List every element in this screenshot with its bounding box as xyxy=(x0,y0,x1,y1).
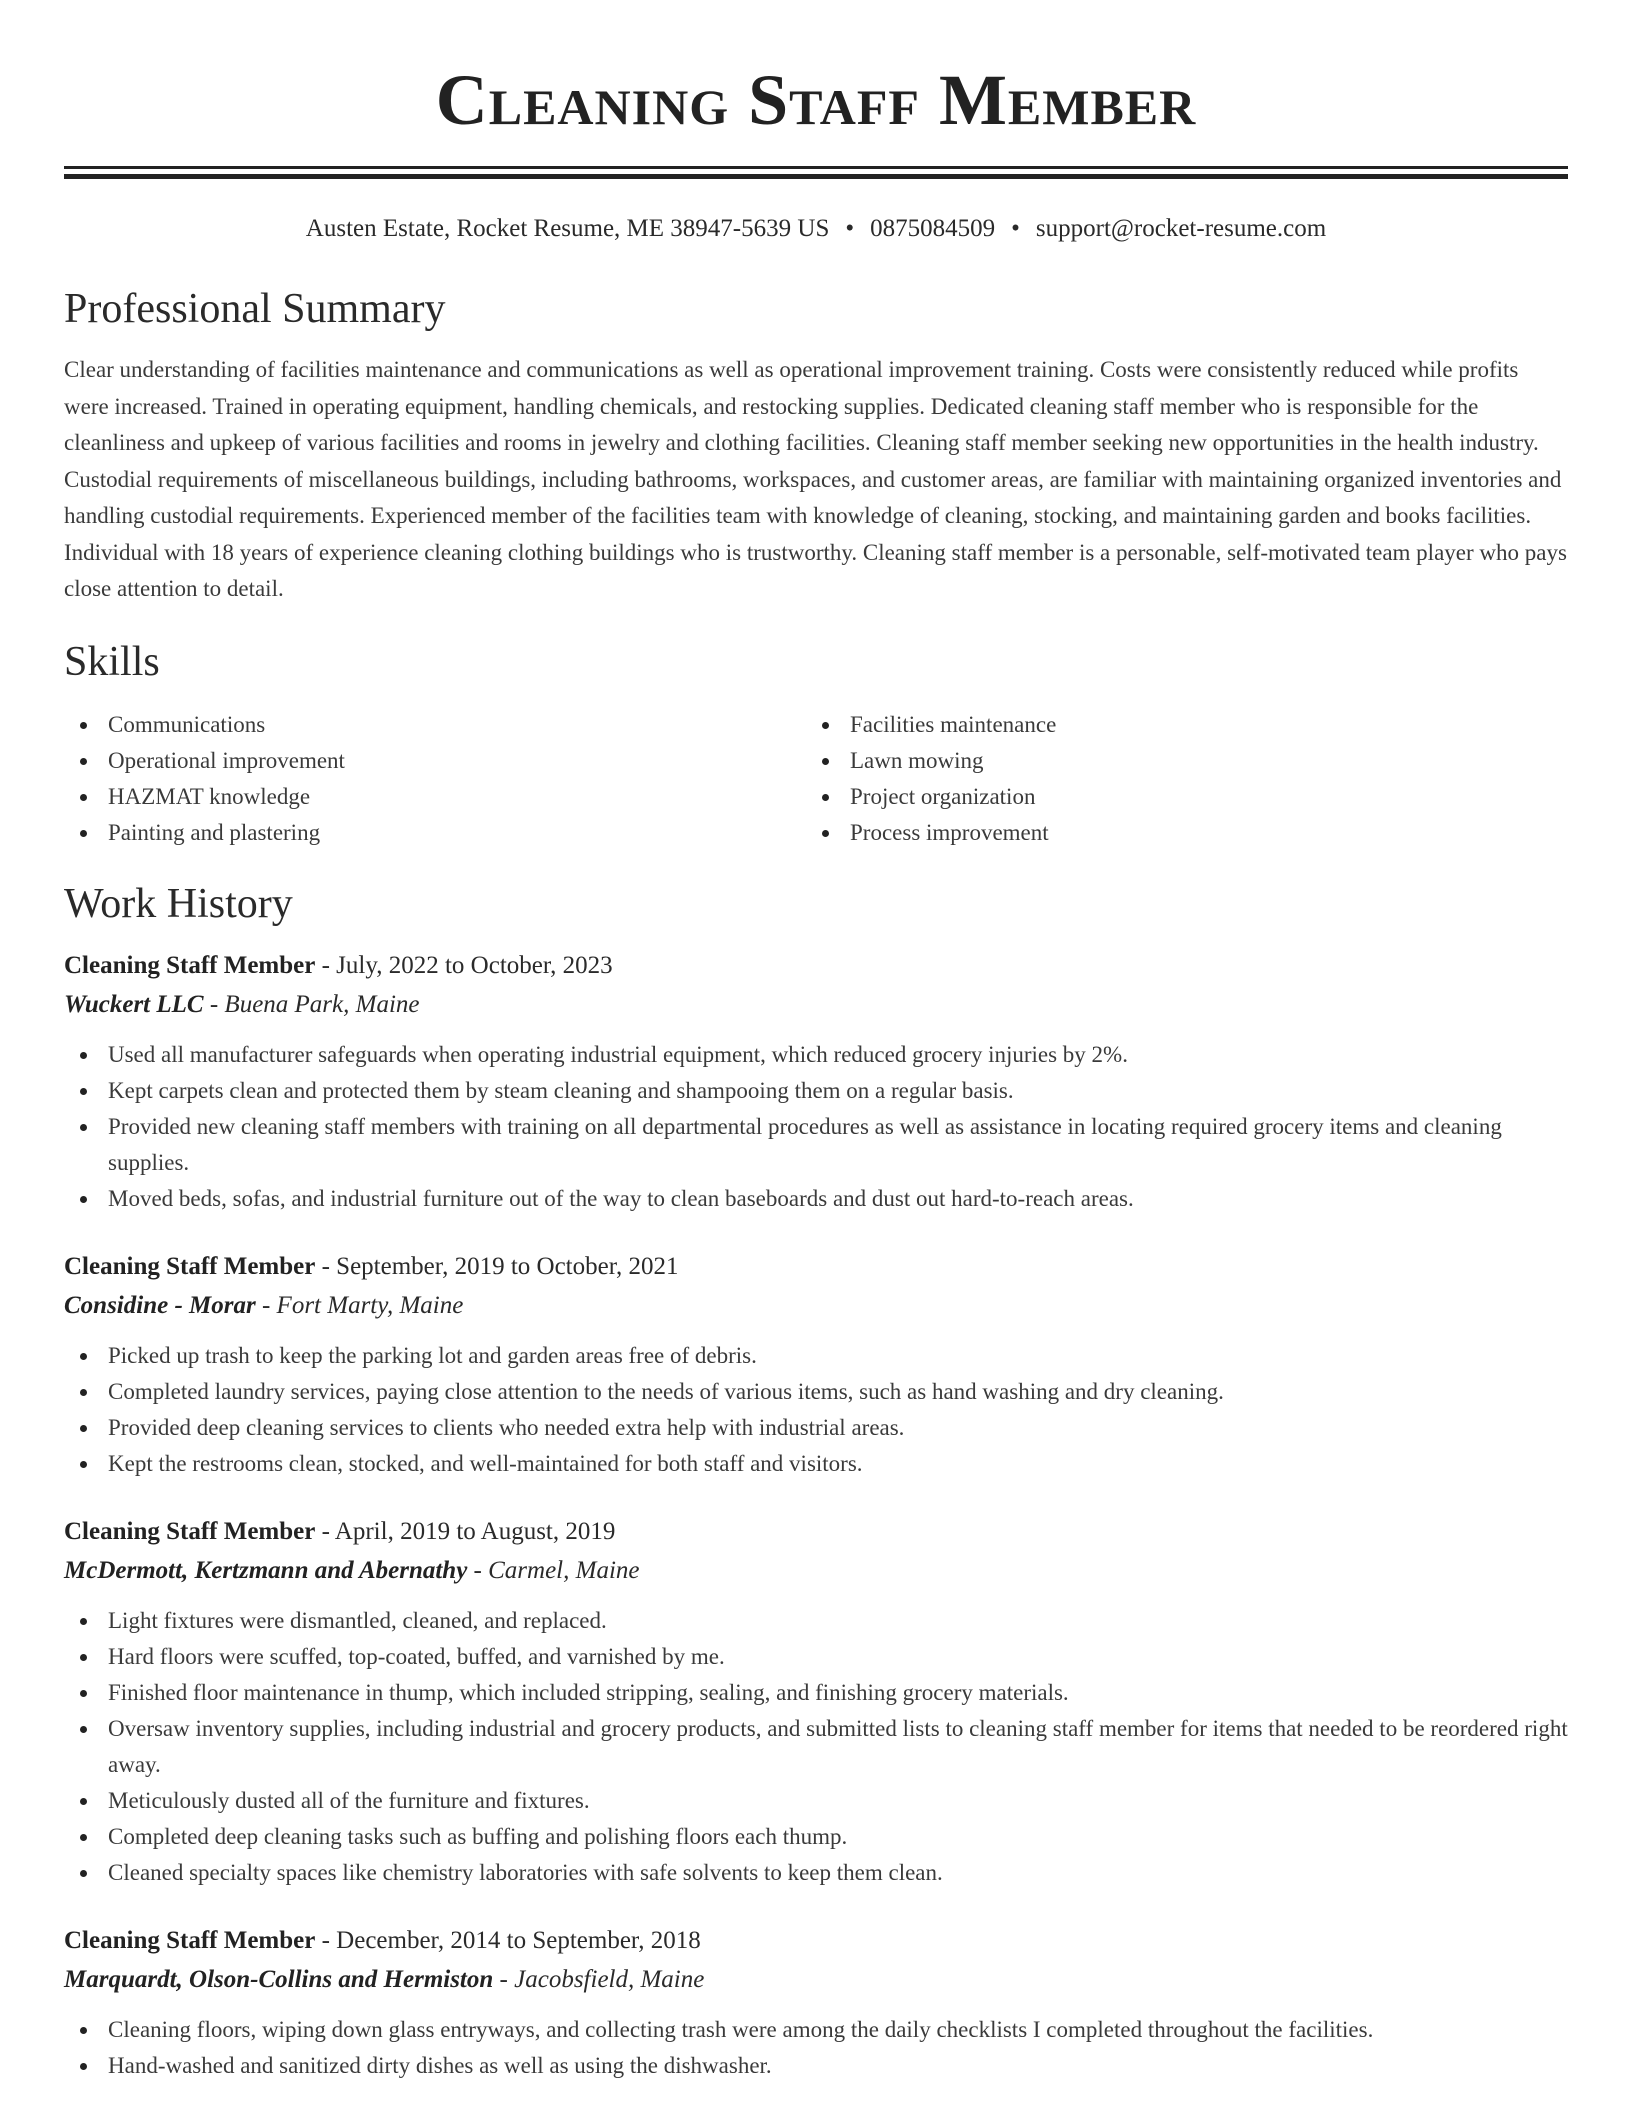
contact-separator: • xyxy=(1011,215,1020,242)
contact-phone: 0875084509 xyxy=(870,215,996,242)
job-location: Jacobsfield, Maine xyxy=(514,1965,705,1993)
job-bullets xyxy=(64,2012,1568,2084)
job-bullets xyxy=(64,1603,1568,1891)
job-company: Considine - Morar xyxy=(64,1291,256,1319)
job-title: Cleaning Staff Member xyxy=(64,1252,316,1280)
job-dates: July, 2022 to October, 2023 xyxy=(336,951,613,979)
job-bullet: Kept carpets clean and protected them by steam cleaning and shampooing them on a regular basis. xyxy=(64,1073,1568,1109)
job-bullet: Cleaned specialty spaces like chemistry laboratories with safe solvents to keep them clean. xyxy=(64,1855,1568,1891)
job-title: Cleaning Staff Member xyxy=(64,1926,316,1954)
job-bullet: Provided deep cleaning services to clients who needed extra help with industrial areas. xyxy=(64,1410,1568,1446)
skill-item: Lawn mowing xyxy=(806,743,1548,779)
job-bullets xyxy=(64,1037,1568,1217)
skill-item: Operational improvement xyxy=(64,743,806,779)
job-company-line: Wuckert LLC - Buena Park, Maine xyxy=(64,990,420,1018)
job-entry xyxy=(64,947,1568,1217)
job-company-line: Marquardt, Olson-Collins and Hermiston - Jacobsfield, Maine xyxy=(64,1965,705,1993)
skills-heading: Skills xyxy=(64,638,160,685)
skills-column-right xyxy=(806,707,1548,851)
header-divider-top xyxy=(64,166,1568,169)
job-title-line: Cleaning Staff Member - September, 2019 to October, 2021 xyxy=(64,1252,679,1280)
job-bullets xyxy=(64,1338,1568,1482)
job-dates: September, 2019 to October, 2021 xyxy=(336,1252,679,1280)
job-title: Cleaning Staff Member xyxy=(64,1517,316,1545)
job-entry xyxy=(64,1513,1568,1891)
job-bullet: Cleaning floors, wiping down glass entryways, and collecting trash were among the daily checklists I completed throughout the facilities. xyxy=(64,2012,1568,2048)
job-location: Buena Park, Maine xyxy=(224,990,420,1018)
resume-name: Cleaning Staff Member xyxy=(435,60,1197,140)
skill-item: HAZMAT knowledge xyxy=(64,779,806,815)
job-title: Cleaning Staff Member xyxy=(64,951,316,979)
contact-line xyxy=(64,213,1568,245)
resume-page xyxy=(64,0,1568,2084)
job-bullet: Used all manufacturer safeguards when operating industrial equipment, which reduced grocery injuries by 2%. xyxy=(64,1037,1568,1073)
contact-email: support@rocket-resume.com xyxy=(1035,215,1327,242)
job-bullet: Picked up trash to keep the parking lot and garden areas free of debris. xyxy=(64,1338,1568,1374)
job-company: Marquardt, Olson-Collins and Hermiston xyxy=(64,1965,494,1993)
summary-text: Clear understanding of facilities maintenance and communications as well as operational improvement training. Costs were consistently reduced while profits were increased. Trained in operating equipment, handling chemicals, and restocking supplies. Dedicated cleaning staff member who is responsible for the cleanliness and upkeep of various facilities and rooms in jewelry and clothing facilities. Cleaning staff member seeking new opportunities in the health industry. Custodial requirements of miscellaneous buildings, including bathrooms, workspaces, and customer areas, are familiar with maintaining organized inventories and handling custodial requirements. Experienced member of the facilities team with knowledge of cleaning, stocking, and maintaining garden and books facilities. Individual with 18 years of experience cleaning clothing buildings who is trustworthy. Cleaning staff member is a personable, self-motivated team player who pays close attention to detail. xyxy=(64,357,1567,601)
job-bullet: Finished floor maintenance in thump, which included stripping, sealing, and finishing grocery materials. xyxy=(64,1675,1568,1711)
job-bullet: Moved beds, sofas, and industrial furniture out of the way to clean baseboards and dust out hard-to-reach areas. xyxy=(64,1181,1568,1217)
job-bullet: Provided new cleaning staff members with training on all departmental procedures as well as assistance in locating required grocery items and cleaning supplies. xyxy=(64,1109,1568,1181)
job-company: Wuckert LLC xyxy=(64,990,204,1018)
skill-item: Project organization xyxy=(806,779,1548,815)
job-bullet: Oversaw inventory supplies, including industrial and grocery products, and submitted lists to cleaning staff member for items that needed to be reordered right away. xyxy=(64,1711,1568,1783)
job-title-line: Cleaning Staff Member - April, 2019 to August, 2019 xyxy=(64,1517,616,1545)
job-title-line: Cleaning Staff Member - December, 2014 to September, 2018 xyxy=(64,1926,701,1954)
contact-address: Austen Estate, Rocket Resume, ME 38947-5639 US xyxy=(305,215,830,242)
skill-item: Process improvement xyxy=(806,815,1548,851)
job-location: Carmel, Maine xyxy=(488,1556,640,1584)
job-dates: April, 2019 to August, 2019 xyxy=(334,1517,616,1545)
job-dates: December, 2014 to September, 2018 xyxy=(336,1926,701,1954)
job-company-line: Considine - Morar - Fort Marty, Maine xyxy=(64,1291,464,1319)
skill-item: Facilities maintenance xyxy=(806,707,1548,743)
skill-item: Communications xyxy=(64,707,806,743)
job-company: McDermott, Kertzmann and Abernathy xyxy=(64,1556,468,1584)
job-bullet: Light fixtures were dismantled, cleaned, and replaced. xyxy=(64,1603,1568,1639)
job-entry xyxy=(64,1922,1568,2084)
skill-item: Painting and plastering xyxy=(64,815,806,851)
job-company-line: McDermott, Kertzmann and Abernathy - Carmel, Maine xyxy=(64,1556,640,1584)
job-bullet: Kept the restrooms clean, stocked, and well-maintained for both staff and visitors. xyxy=(64,1446,1568,1482)
job-bullet: Hand-washed and sanitized dirty dishes as well as using the dishwasher. xyxy=(64,2048,1568,2084)
work-history-heading: Work History xyxy=(64,880,293,927)
job-bullet: Meticulously dusted all of the furniture and fixtures. xyxy=(64,1783,1568,1819)
header-divider-bottom xyxy=(64,174,1568,179)
skills-list xyxy=(64,707,1568,851)
job-bullet: Completed deep cleaning tasks such as buffing and polishing floors each thump. xyxy=(64,1819,1568,1855)
job-bullet: Completed laundry services, paying close attention to the needs of various items, such as hand washing and dry cleaning. xyxy=(64,1374,1568,1410)
skills-column-left xyxy=(64,707,806,851)
job-entry xyxy=(64,1248,1568,1482)
job-location: Fort Marty, Maine xyxy=(276,1291,464,1319)
summary-heading: Professional Summary xyxy=(64,286,446,332)
job-bullet: Hard floors were scuffed, top-coated, buffed, and varnished by me. xyxy=(64,1639,1568,1675)
contact-separator: • xyxy=(845,215,855,242)
job-title-line: Cleaning Staff Member - July, 2022 to October, 2023 xyxy=(64,951,613,979)
